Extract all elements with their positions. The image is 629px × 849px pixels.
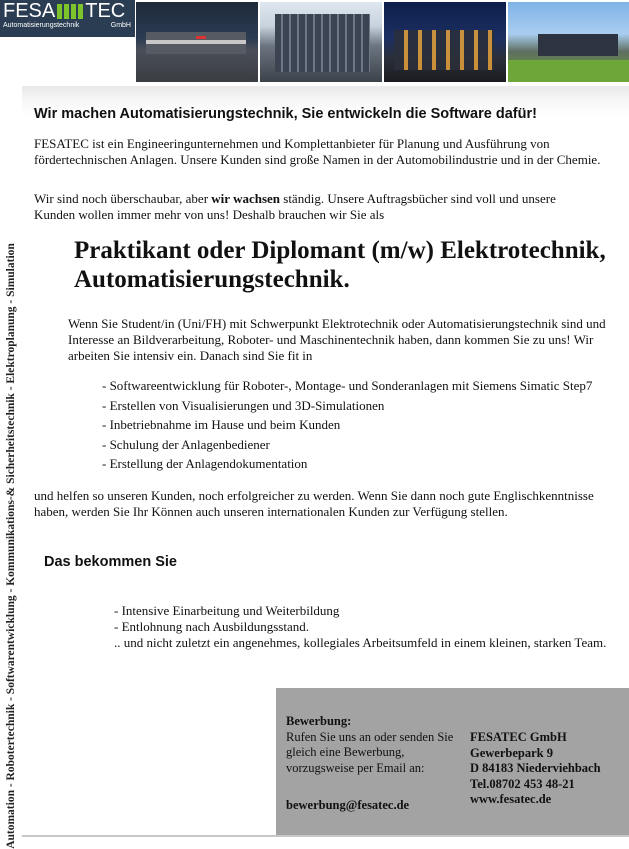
list-item: .. und nicht zuletzt ein angenehmes, kollegiales Arbeitsumfeld in einem kleinen, starken Team. <box>114 635 607 650</box>
application-email-link[interactable]: bewerbung@fesatec.de <box>286 798 410 812</box>
logo-bars-icon <box>57 4 83 19</box>
sidebar-services-text: Automation - Robotertechnik - Softwarentwicklung - Kommunikations-& Sicherheitstechnik - Elektroplanung - Simulation <box>5 243 17 849</box>
company-phone: Tel.08702 453 48-21 <box>470 776 575 791</box>
building-photo-dusk <box>384 2 506 82</box>
job-title: Praktikant oder Diplomant (m/w) Elektrotechnik, Automatisierungstechnik. <box>74 237 606 293</box>
sidebar-services <box>0 86 22 849</box>
application-label: Bewerbung: <box>286 714 352 728</box>
logo-name-right: TEC <box>85 0 126 22</box>
outro-paragraph: und helfen so unseren Kunden, noch erfolgreicher zu werden. Wenn Sie dann noch gute Englischkenntnisse haben, werden Sie Ihr Können auch unseren internationalen Kunden zur Verfügung stellen. <box>34 488 594 519</box>
job-ad-content <box>22 86 629 837</box>
application-info <box>286 714 461 776</box>
company-name: FESATEC GmbH <box>470 730 567 744</box>
header-banner <box>0 0 629 86</box>
list-item: - Erstellen von Visualisierungen und 3D-Simulationen <box>102 397 385 413</box>
skills-list <box>102 376 592 474</box>
benefits-list <box>114 603 614 651</box>
company-logo <box>0 0 135 37</box>
building-photo-glass <box>260 2 382 82</box>
company-address <box>470 730 601 808</box>
intro-paragraph: FESATEC ist ein Engineeringunternehmen und Komplettanbieter für Planung und Ausführung von fördertechnischen Anlagen. Unsere Kunden sind große Namen in der Automobilindustrie und in der Chemie. <box>34 136 601 167</box>
logo-gmbh: GmbH <box>110 22 131 29</box>
logo-subtitle: Automatisierungstechnik <box>3 22 80 29</box>
building-photo-night <box>136 2 258 82</box>
company-website-link[interactable]: www.fesatec.de <box>470 792 552 806</box>
contact-box <box>276 688 629 835</box>
building-photo-aerial <box>508 2 629 82</box>
page-headline: Wir machen Automatisierungstechnik, Sie entwickeln die Software dafür! <box>34 106 537 122</box>
benefits-heading: Das bekommen Sie <box>44 554 177 570</box>
list-item: - Softwareentwicklung für Roboter-, Montage- und Sonderanlagen mit Siemens Simatic Step7 <box>102 378 593 393</box>
list-item: - Schulung der Anlagenbediener <box>102 436 270 452</box>
application-text: Rufen Sie uns an oder senden Sie gleich eine Bewerbung, vorzugsweise per Email an: <box>286 729 454 775</box>
list-item: - Entlohnung nach Ausbildungsstand. <box>114 619 309 634</box>
list-item: - Erstellung der Anlagendokumentation <box>102 456 308 471</box>
growth-emphasis: wir wachsen <box>211 191 281 206</box>
logo-name-left: FESA <box>3 0 56 22</box>
list-item: - Intensive Einarbeitung und Weiterbildung <box>114 603 340 618</box>
growth-paragraph: Wir sind noch überschaubar, aber wir wachsen ständig. Unsere Auftragsbücher sind voll und unsere Kunden wollen immer mehr von uns! Deshalb brauchen wir Sie als <box>34 191 556 222</box>
company-street: Gewerbepark 9 <box>470 745 553 760</box>
requirements-paragraph: Wenn Sie Student/in (Uni/FH) mit Schwerpunkt Elektrotechnik oder Automatisierungstechnik sind und Interesse an Bildverarbeitung, Roboter- und Maschinentechnik haben, dann kommen Sie zu uns! Wir arbeiten Sie intensiv ein. Danach sind Sie fit in <box>68 316 606 363</box>
list-item: - Inbetriebnahme im Hause und beim Kunden <box>102 417 341 432</box>
company-city: D 84183 Niederviehbach <box>470 761 601 775</box>
